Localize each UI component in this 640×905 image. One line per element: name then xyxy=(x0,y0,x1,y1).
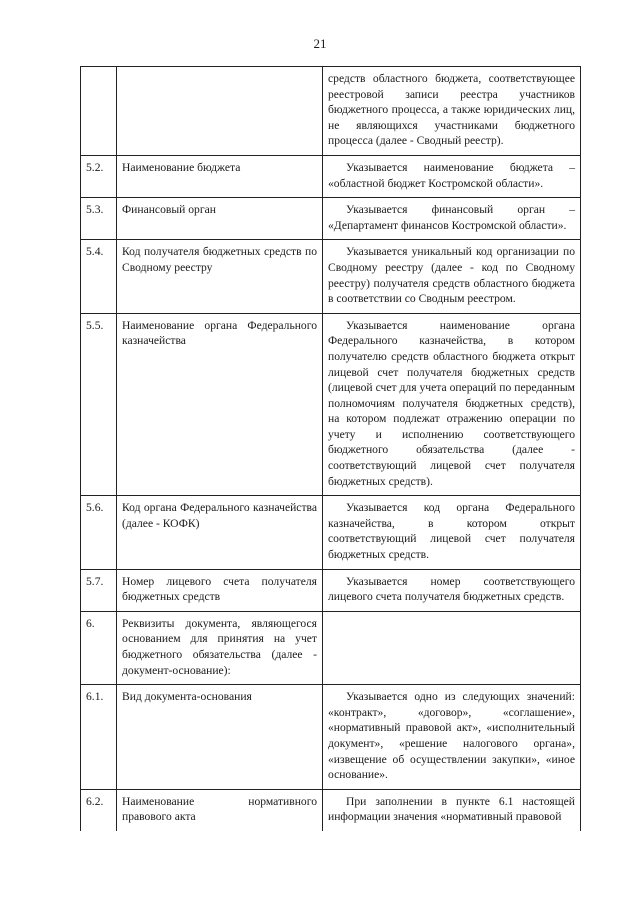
row-description xyxy=(323,789,581,831)
row-description xyxy=(323,569,581,611)
row-description xyxy=(323,155,581,197)
table-row xyxy=(81,67,581,156)
row-description-text: Указывается наименование бюджета – «областной бюджет Костромской области». xyxy=(328,160,575,190)
table-row xyxy=(81,313,581,496)
row-number: 5.3. xyxy=(81,198,117,240)
row-description xyxy=(323,496,581,569)
row-description-text: Указывается одно из следующих значений: «контракт», «договор», «соглашение», «нормативный правовой акт», «исполнительный документ», «решение налогового органа», «извещение об осуществлении закупки», «иное основание». xyxy=(328,690,575,782)
row-description-text: Указывается номер соответствующего лицевого счета получателя бюджетных средств. xyxy=(328,574,575,604)
row-field-name: Номер лицевого счета получателя бюджетных средств xyxy=(117,569,323,611)
row-number: 6. xyxy=(81,611,117,684)
row-field-name: Код получателя бюджетных средств по Сводному реестру xyxy=(117,240,323,313)
row-description xyxy=(323,685,581,790)
row-description-text: Указывается финансовый орган – «Департамент финансов Костромской области». xyxy=(328,203,575,232)
row-description-text: При заполнении в пункте 6.1 настоящей информации значения «нормативный правовой xyxy=(328,794,575,824)
row-description-text: Указывается уникальный код организации по Сводному реестру (далее - код по Сводному реестру) получателя средств областного бюджета в соответствии со Сводным реестром. xyxy=(328,245,575,306)
row-number: 6.1. xyxy=(81,685,117,790)
table-row xyxy=(81,789,581,831)
row-field-name: Наименование бюджета xyxy=(117,155,323,197)
table-row xyxy=(81,569,581,611)
row-number: 6.2. xyxy=(81,789,117,831)
requisites-table xyxy=(80,66,581,831)
table-row xyxy=(81,685,581,790)
page-number: 21 xyxy=(313,36,327,51)
row-field-name: Финансовый орган xyxy=(117,198,323,240)
row-number: 5.7. xyxy=(81,569,117,611)
table-row xyxy=(81,611,581,684)
row-field-name: Реквизиты документа, являющегося основанием для принятия на учет бюджетного обязательства (далее - документ-основание): xyxy=(117,611,323,684)
row-description xyxy=(323,240,581,313)
row-description xyxy=(323,611,581,684)
table-row xyxy=(81,198,581,240)
row-field-name: Наименование органа Федерального казначейства xyxy=(117,313,323,496)
row-description-text: Указывается код органа Федерального казначейства, в котором открыт соответствующий лицевой счет получателя бюджетных средств. xyxy=(328,501,575,562)
row-description xyxy=(323,198,581,240)
row-field-name: Наименование нормативного правового акта xyxy=(117,789,323,831)
row-field-name: Код органа Федерального казначейства (далее - КОФК) xyxy=(117,496,323,569)
row-number: 5.4. xyxy=(81,240,117,313)
table-row xyxy=(81,155,581,197)
table-row xyxy=(81,240,581,313)
row-description-text: Указывается наименование органа Федерального казначейства, в котором получателю средств областного бюджета открыт лицевой счет получателя бюджетных средств (лицевой счет для учета операций по переданным полномочиям получателя бюджетных средств), на котором подлежат отражению операции по учету и исполнению соответствующего бюджетного обязательства (далее - соответствующий лицевой счет получателя бюджетных средств). xyxy=(328,318,575,488)
row-description xyxy=(323,313,581,496)
row-number: 5.5. xyxy=(81,313,117,496)
row-number xyxy=(81,67,117,156)
table-row xyxy=(81,496,581,569)
row-number: 5.6. xyxy=(81,496,117,569)
row-field-name xyxy=(117,67,323,156)
row-field-name: Вид документа-основания xyxy=(117,685,323,790)
row-description: средств областного бюджета, соответствующее реестровой записи реестра участников бюджетного процесса, а также юридических лиц, не являющихся участниками бюджетного процесса (далее - Сводный реестр). xyxy=(323,67,581,156)
row-number: 5.2. xyxy=(81,155,117,197)
